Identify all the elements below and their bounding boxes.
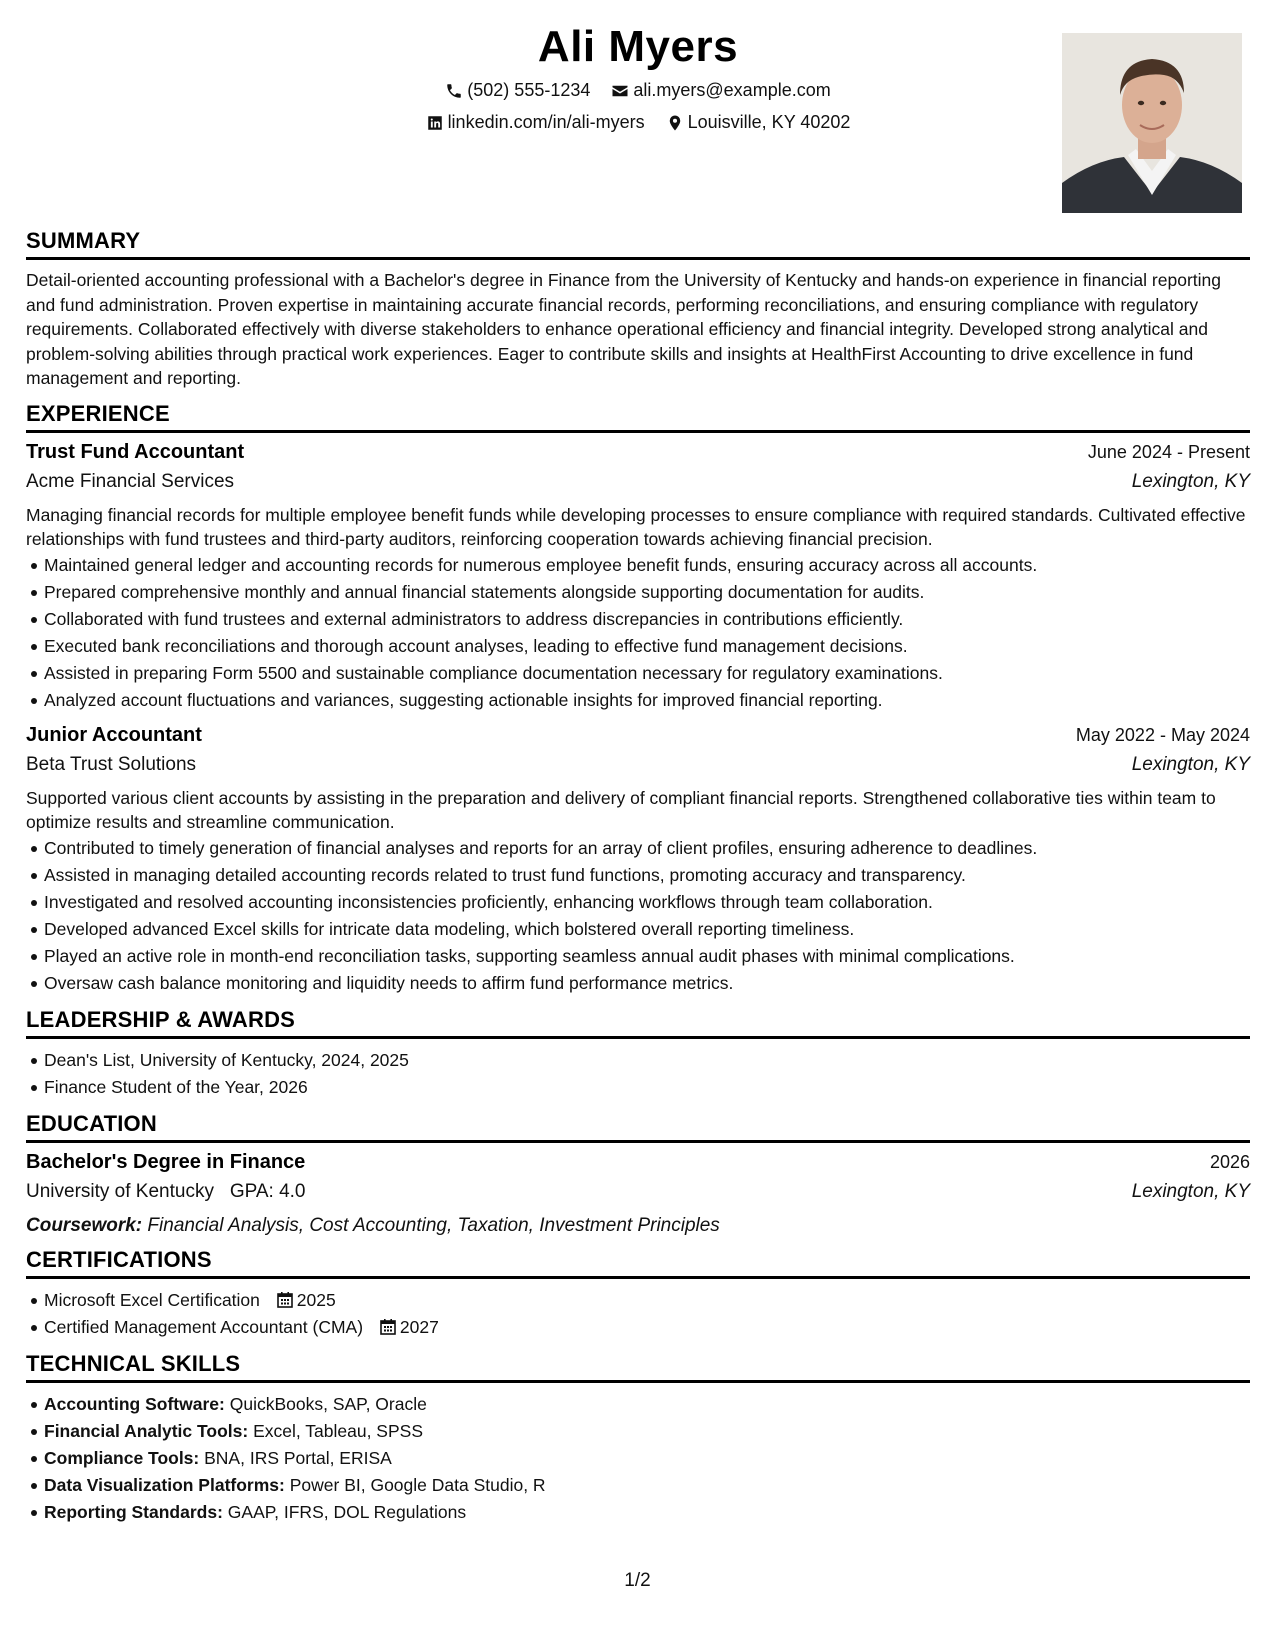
- education-section: [26, 1111, 1250, 1237]
- certification-year: 2025: [296, 1289, 336, 1310]
- job-company: Acme Financial Services: [26, 470, 235, 492]
- coursework-text: Financial Analysis, Cost Accounting, Taxation, Investment Principles: [147, 1214, 720, 1236]
- job-bullet: Contributed to timely generation of financial analyses and reports for an array of client profiles, ensuring adherence to deadlines.: [44, 835, 1250, 862]
- summary-text: Detail-oriented accounting professional with a Bachelor's degree in Finance from the University of Kentucky and hands-on experience in financial reporting and fund administration. Proven expertise in maintaining accurate financial records, performing reconciliations, and ensuring compliance with regulatory requirements. Collaborated effectively with diverse stakeholders to enhance operational efficiency and financial integrity. Developed strong analytical and problem-solving abilities through practical work experiences. Eager to contribute skills and insights at HealthFirst Accounting to drive excellence in fund management and reporting.: [26, 270, 1221, 388]
- skill-item: [44, 1499, 1250, 1526]
- phone-text[interactable]: (502) 555-1234: [467, 80, 591, 100]
- job-bullet: Analyzed account fluctuations and variances, suggesting actionable insights for improved financial reporting.: [44, 687, 1250, 714]
- skill-label: Reporting Standards:: [44, 1501, 223, 1522]
- certifications-section: [26, 1247, 1250, 1341]
- job-description: Supported various client accounts by assisting in the preparation and delivery of compliant financial reports. Strengthened collaborative ties within team to optimize results and streamline communication.: [26, 787, 1216, 832]
- job-title: Trust Fund Accountant: [26, 440, 245, 463]
- award-item: Finance Student of the Year, 2026: [44, 1074, 1250, 1101]
- job-location: Lexington, KY: [1131, 753, 1250, 775]
- job-title: Junior Accountant: [26, 723, 202, 746]
- certifications-heading: CERTIFICATIONS: [26, 1247, 1250, 1279]
- coursework-label: Coursework:: [26, 1214, 143, 1236]
- school-location: Lexington, KY: [1131, 1180, 1250, 1202]
- resume-page: [26, 0, 1250, 1526]
- job-bullet: Executed bank reconciliations and thorough account analyses, leading to effective fund management decisions.: [44, 633, 1250, 660]
- skills-section: [26, 1351, 1250, 1526]
- skill-label: Compliance Tools:: [44, 1447, 200, 1468]
- skill-label: Accounting Software:: [44, 1393, 225, 1414]
- skill-item: [44, 1418, 1250, 1445]
- email-link[interactable]: ali.myers@example.com: [633, 80, 831, 100]
- job-bullet: Investigated and resolved accounting inconsistencies proficiently, enhancing workflows through team collaboration.: [44, 889, 1250, 916]
- job-bullet: Developed advanced Excel skills for intricate data modeling, which bolstered overall reporting timeliness.: [44, 916, 1250, 943]
- degree-title: Bachelor's Degree in Finance: [26, 1150, 306, 1173]
- skill-item: [44, 1472, 1250, 1499]
- certifications-list: [26, 1287, 1250, 1341]
- certification-name: Certified Management Accountant (CMA): [44, 1316, 364, 1337]
- email-contact: [611, 80, 830, 101]
- leadership-list: [26, 1047, 1250, 1101]
- skill-label: Financial Analytic Tools:: [44, 1420, 249, 1441]
- job-dates: June 2024 - Present: [1087, 441, 1250, 462]
- job-bullet: Collaborated with fund trustees and external administrators to address discrepancies in contributions efficiently.: [44, 606, 1250, 633]
- skill-value: GAAP, IFRS, DOL Regulations: [227, 1501, 467, 1522]
- job-bullet: Played an active role in month-end reconciliation tasks, supporting seamless annual audit phases with minimal complications.: [44, 943, 1250, 970]
- job-entry: [26, 724, 1250, 997]
- graduation-year: 2026: [1209, 1151, 1250, 1172]
- map-pin-icon: [666, 114, 684, 132]
- job-bullet: Maintained general ledger and accounting records for numerous employee benefit funds, ensuring accuracy across all accounts.: [44, 552, 1250, 579]
- skill-value: QuickBooks, SAP, Oracle: [229, 1393, 427, 1414]
- profile-photo: [1062, 33, 1242, 213]
- job-description: Managing financial records for multiple employee benefit funds while developing processes to ensure compliance with required standards. Cultivated effective relationships with fund trustees and third-party auditors, reinforcing cooperation towards achieving financial precision.: [26, 504, 1246, 549]
- job-bullets: [26, 835, 1250, 997]
- linkedin-contact: [426, 112, 645, 133]
- education-heading: EDUCATION: [26, 1111, 1250, 1143]
- job-location: Lexington, KY: [1131, 470, 1250, 492]
- job-entry: [26, 441, 1250, 714]
- experience-heading: EXPERIENCE: [26, 401, 1250, 433]
- leadership-section: [26, 1007, 1250, 1101]
- skill-label: Data Visualization Platforms:: [44, 1474, 285, 1495]
- certification-item: [44, 1314, 1250, 1341]
- job-company: Beta Trust Solutions: [26, 753, 197, 775]
- job-bullet: Oversaw cash balance monitoring and liquidity needs to affirm fund performance metrics.: [44, 970, 1250, 997]
- linkedin-icon: [426, 114, 444, 132]
- experience-section: [26, 401, 1250, 997]
- profile-photo-image: [1062, 33, 1242, 213]
- coursework-line: [26, 1215, 1250, 1237]
- job-bullet: Assisted in preparing Form 5500 and sustainable compliance documentation necessary for regulatory examinations.: [44, 660, 1250, 687]
- location-contact: [666, 112, 851, 133]
- resume-header: [26, 0, 1250, 218]
- summary-heading: SUMMARY: [26, 228, 1250, 260]
- job-dates: May 2022 - May 2024: [1075, 724, 1250, 745]
- page-number: 1/2: [624, 1570, 651, 1591]
- calendar-icon: [380, 1318, 396, 1335]
- skill-value: BNA, IRS Portal, ERISA: [204, 1447, 392, 1468]
- job-bullet: Prepared comprehensive monthly and annual financial statements alongside supporting documentation for audits.: [44, 579, 1250, 606]
- skills-list: [26, 1391, 1250, 1526]
- candidate-name: Ali Myers: [537, 22, 739, 71]
- certification-item: [44, 1287, 1250, 1314]
- skill-item: [44, 1445, 1250, 1472]
- summary-section: [26, 228, 1250, 391]
- certification-year: 2027: [399, 1316, 439, 1337]
- envelope-icon: [611, 82, 629, 100]
- gpa-text: GPA: 4.0: [229, 1180, 306, 1202]
- linkedin-link[interactable]: linkedin.com/in/ali-myers: [447, 112, 645, 132]
- skills-heading: TECHNICAL SKILLS: [26, 1351, 1250, 1383]
- school-name: University of Kentucky: [26, 1180, 214, 1202]
- skill-item: [44, 1391, 1250, 1418]
- phone-contact: [445, 80, 590, 101]
- job-bullet: Assisted in managing detailed accounting records related to trust fund functions, promoting accuracy and transparency.: [44, 862, 1250, 889]
- job-bullets: [26, 552, 1250, 714]
- leadership-heading: LEADERSHIP & AWARDS: [26, 1007, 1250, 1039]
- certification-name: Microsoft Excel Certification: [44, 1289, 260, 1310]
- location-text: Louisville, KY 40202: [687, 112, 851, 132]
- calendar-icon: [277, 1291, 293, 1308]
- award-item: Dean's List, University of Kentucky, 2024, 2025: [44, 1047, 1250, 1074]
- skill-value: Excel, Tableau, SPSS: [253, 1420, 423, 1441]
- phone-icon: [445, 82, 463, 100]
- skill-value: Power BI, Google Data Studio, R: [289, 1474, 546, 1495]
